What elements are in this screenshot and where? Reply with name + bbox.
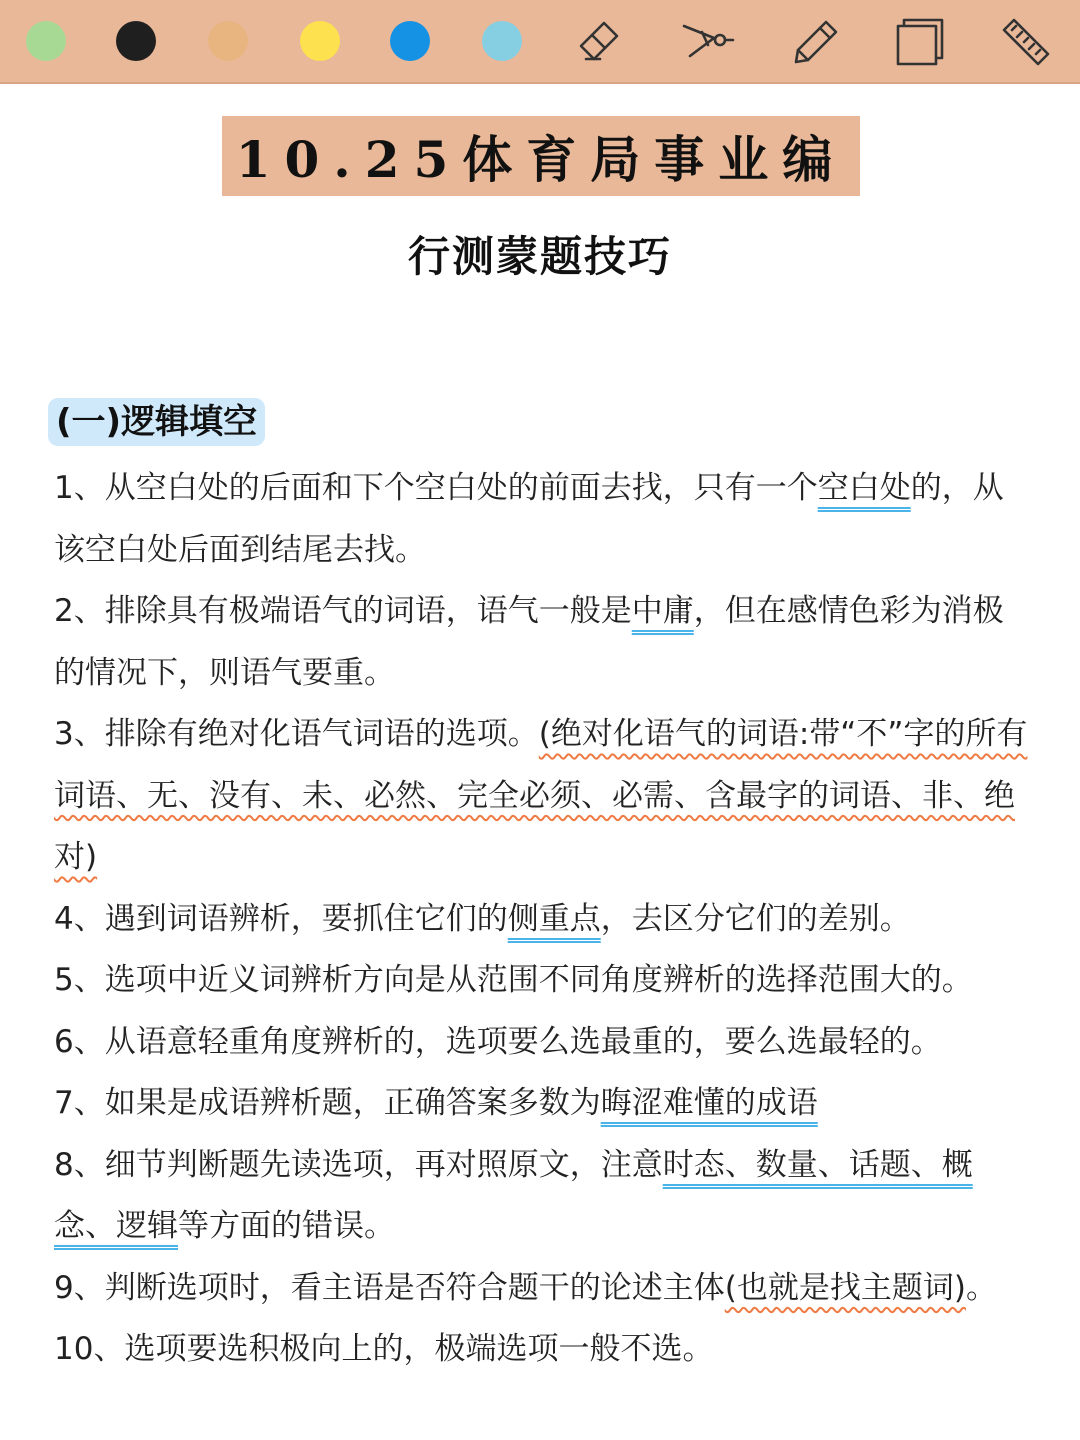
item-text: 从空白处的后面和下个空白处的前面去找，只有一个 — [104, 470, 818, 506]
doc-title: 10.25体育局事业编 — [235, 130, 847, 189]
item-text: 细节判断题先读选项，再对照原文，注意 — [104, 1146, 663, 1183]
item-list — [54, 458, 1034, 1381]
layers-icon[interactable] — [892, 14, 948, 70]
color-swatch-tan[interactable] — [208, 21, 248, 61]
color-swatch-blue[interactable] — [390, 21, 430, 61]
color-swatch-light-blue[interactable] — [482, 21, 522, 61]
item-text: 等方面的错误。 — [178, 1208, 395, 1244]
list-item — [54, 950, 1034, 1012]
list-item — [54, 458, 1034, 581]
item-text: 排除有绝对化语气词语的选项。 — [104, 716, 539, 752]
item-number: 10、 — [54, 1331, 125, 1367]
section-heading: (一)逻辑填空 — [48, 398, 265, 446]
compass-icon[interactable] — [680, 14, 736, 70]
item-text: 的，从该空白处后面到结尾去找。 — [54, 470, 1004, 568]
item-text: 如果是成语辨析题，正确答案多数为 — [104, 1085, 601, 1121]
item-number: 7、 — [54, 1085, 105, 1121]
highlight-double-underline: 侧重点 — [507, 900, 601, 937]
color-swatch-black[interactable] — [116, 21, 156, 61]
item-text: 从语意轻重角度辨析的，选项要么选最重的，要么选最轻的。 — [104, 1023, 942, 1060]
item-text: ，去区分它们的差别。 — [600, 900, 911, 937]
item-number: 9、 — [54, 1269, 105, 1306]
list-item — [54, 1319, 1034, 1381]
item-number: 1、 — [54, 470, 105, 506]
highlight-wavy-underline: (也就是找主题词) — [724, 1269, 966, 1306]
highlight-wavy-underline: (绝对化语气的词语:带“不”字的所有词语、无、没有、未、必然、完全必须、必需、含最字的词语、非、绝对) — [54, 716, 1028, 875]
item-number: 2、 — [54, 593, 105, 629]
title-banner — [222, 116, 860, 196]
list-item — [54, 1012, 1034, 1074]
item-number: 6、 — [54, 1023, 105, 1060]
item-number: 4、 — [54, 900, 105, 937]
toolbar — [0, 0, 1080, 84]
highlight-double-underline: 空白处 — [817, 470, 911, 506]
color-swatch-green[interactable] — [26, 21, 66, 61]
pencil-icon[interactable] — [788, 14, 844, 70]
item-text: ，但在感情色彩为消极的情况下，则语气要重。 — [54, 593, 1004, 691]
list-item — [54, 1258, 1034, 1320]
highlight-double-underline: 时态、数量、话题、概念、逻辑 — [54, 1146, 973, 1244]
highlight-double-underline: 晦涩难懂的成语 — [600, 1085, 818, 1121]
item-text: 排除具有极端语气的词语，语气一般是 — [104, 593, 632, 629]
eraser-icon[interactable] — [570, 14, 626, 70]
item-number: 3、 — [54, 716, 105, 752]
list-item — [54, 1135, 1034, 1258]
color-swatch-yellow[interactable] — [300, 21, 340, 61]
item-text: 选项中近义词辨析方向是从范围不同角度辨析的选择范围大的。 — [104, 962, 973, 998]
doc-subtitle: 行测蒙题技巧 — [407, 232, 672, 281]
ruler-icon[interactable] — [998, 14, 1054, 70]
list-item — [54, 1073, 1034, 1135]
item-text: 遇到词语辨析，要抓住它们的 — [104, 900, 508, 937]
item-text: 。 — [965, 1269, 997, 1306]
item-number: 8、 — [54, 1146, 105, 1183]
item-text: 判断选项时，看主语是否符合题干的论述主体 — [104, 1269, 725, 1306]
list-item — [54, 581, 1034, 704]
list-item — [54, 889, 1034, 951]
list-item — [54, 704, 1034, 889]
item-text: 选项要选积极向上的，极端选项一般不选。 — [124, 1331, 714, 1367]
highlight-double-underline: 中庸 — [631, 593, 694, 629]
item-number: 5、 — [54, 962, 105, 998]
